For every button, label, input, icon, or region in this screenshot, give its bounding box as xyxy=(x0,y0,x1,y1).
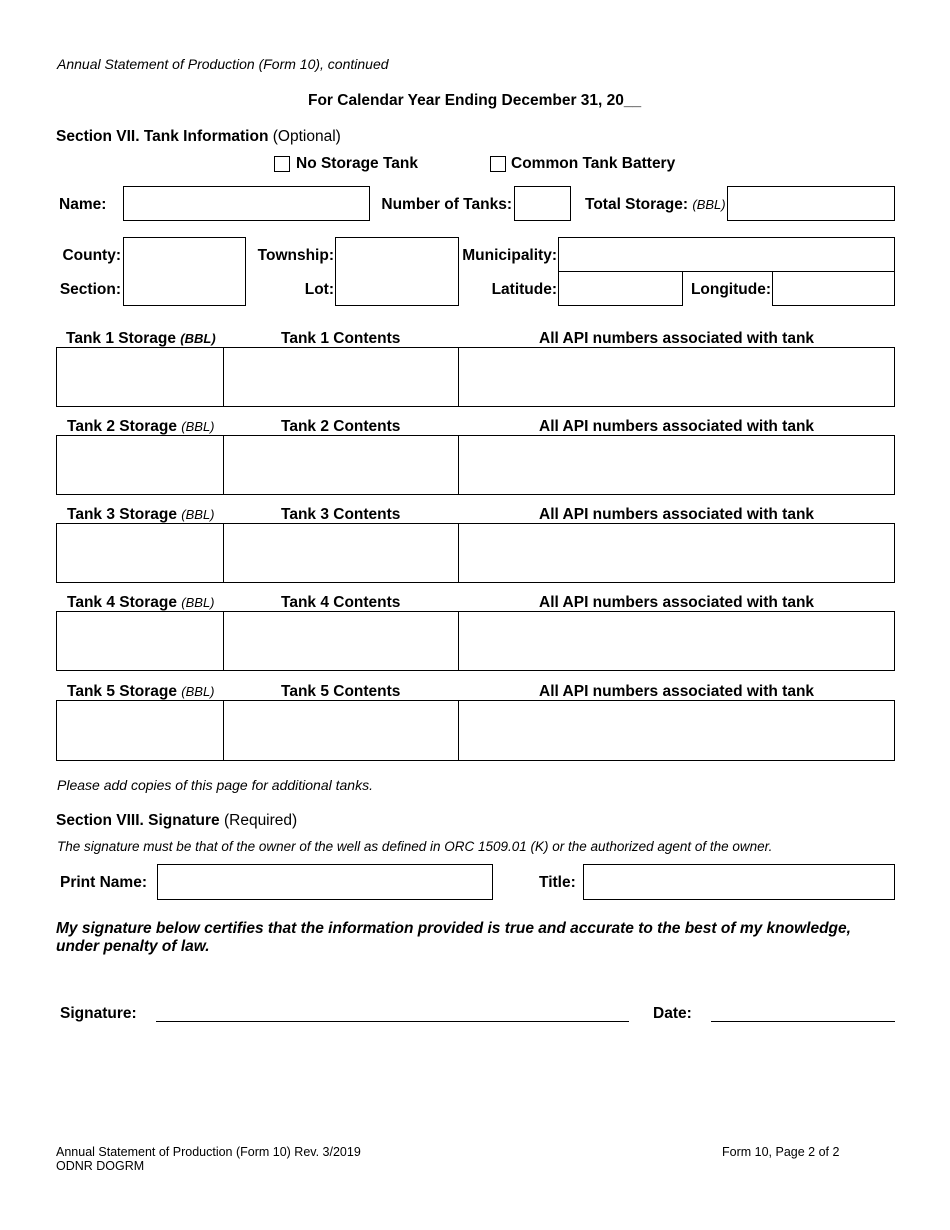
total-storage-unit: (BBL) xyxy=(692,197,726,212)
tank-4-contents-header: Tank 4 Contents xyxy=(281,594,401,611)
township-label: Township: xyxy=(257,247,334,264)
footer-agency: ODNR DOGRM xyxy=(56,1159,145,1173)
tank-3-api-header: All API numbers associated with tank xyxy=(539,506,815,523)
tank-2-unit: (BBL) xyxy=(181,419,215,434)
tank-1-api-header: All API numbers associated with tank xyxy=(539,330,815,347)
continued-header: Annual Statement of Production (Form 10), continued xyxy=(57,56,389,72)
section-label: Section: xyxy=(59,281,121,298)
lot-label: Lot: xyxy=(304,281,334,298)
section-8-note: (Required) xyxy=(223,812,298,829)
tank-3-storage-header xyxy=(67,506,215,524)
print-name-label: Print Name: xyxy=(60,874,147,891)
tank-5-api-field[interactable] xyxy=(458,700,895,761)
tank-3-api-field[interactable] xyxy=(458,523,895,583)
section-7-note: (Optional) xyxy=(272,128,341,145)
tank-2-storage-header xyxy=(67,418,215,436)
tank-1-unit: (BBL) xyxy=(180,331,216,346)
section-field[interactable] xyxy=(123,271,246,306)
name-label: Name: xyxy=(59,196,107,213)
tank-1-api-field[interactable] xyxy=(458,347,895,407)
num-tanks-label: Number of Tanks: xyxy=(381,196,512,213)
calendar-year-field[interactable]: __ xyxy=(623,92,642,109)
tank-4-contents-field[interactable] xyxy=(223,611,459,671)
common-tank-battery-checkbox[interactable] xyxy=(490,156,506,172)
signature-instruction: The signature must be that of the owner of the well as defined in ORC 1509.01 (K) or the authorized agent of the owner. xyxy=(57,839,773,854)
tank-3-contents-field[interactable] xyxy=(223,523,459,583)
section-8-title xyxy=(56,812,297,830)
tank-3-unit: (BBL) xyxy=(181,507,215,522)
tank-4-api-header: All API numbers associated with tank xyxy=(539,594,815,611)
date-line[interactable] xyxy=(711,1021,895,1022)
tank-1-contents-header: Tank 1 Contents xyxy=(281,330,401,347)
tank-1-storage-header xyxy=(66,330,216,348)
county-label: County: xyxy=(62,247,121,264)
tank-5-contents-header: Tank 5 Contents xyxy=(281,683,401,700)
lot-field[interactable] xyxy=(335,271,459,306)
tank-4-unit: (BBL) xyxy=(181,595,215,610)
signature-label: Signature: xyxy=(60,1005,137,1022)
total-storage-field[interactable] xyxy=(727,186,895,221)
municipality-field[interactable] xyxy=(558,237,895,272)
tank-5-storage-field[interactable] xyxy=(56,700,224,761)
tank-1-storage-field[interactable] xyxy=(56,347,224,407)
tank-2-storage-label: Tank 2 Storage xyxy=(67,418,177,435)
tank-1-storage-label: Tank 1 Storage xyxy=(66,330,176,347)
tank-5-api-header: All API numbers associated with tank xyxy=(539,683,815,700)
tank-2-storage-field[interactable] xyxy=(56,435,224,495)
footer-form-rev: Annual Statement of Production (Form 10) Rev. 3/2019 xyxy=(56,1145,361,1159)
tank-4-storage-header xyxy=(67,594,215,612)
tank-1-contents-field[interactable] xyxy=(223,347,459,407)
tank-5-contents-field[interactable] xyxy=(223,700,459,761)
section-8-label: Section VIII. Signature xyxy=(56,812,220,829)
tank-5-storage-label: Tank 5 Storage xyxy=(67,683,177,700)
tank-5-unit: (BBL) xyxy=(181,684,215,699)
print-name-field[interactable] xyxy=(157,864,493,900)
tank-3-storage-label: Tank 3 Storage xyxy=(67,506,177,523)
tank-2-api-field[interactable] xyxy=(458,435,895,495)
tank-5-storage-header xyxy=(67,683,215,701)
no-storage-tank-label: No Storage Tank xyxy=(296,155,419,172)
tank-4-storage-field[interactable] xyxy=(56,611,224,671)
no-storage-tank-checkbox[interactable] xyxy=(274,156,290,172)
certification-statement: My signature below certifies that the information provided is true and accurate to the best of my knowledge, under penalty of law. xyxy=(56,920,851,955)
additional-tanks-note: Please add copies of this page for additional tanks. xyxy=(57,777,373,793)
tank-2-api-header: All API numbers associated with tank xyxy=(539,418,815,435)
calendar-year-text: For Calendar Year Ending December 31, 20 xyxy=(308,92,624,109)
title-field[interactable] xyxy=(583,864,895,900)
name-field[interactable] xyxy=(123,186,370,221)
latitude-field[interactable] xyxy=(558,271,683,306)
latitude-label: Latitude: xyxy=(491,281,557,298)
tank-4-storage-label: Tank 4 Storage xyxy=(67,594,177,611)
section-7-title xyxy=(56,128,341,146)
num-tanks-field[interactable] xyxy=(514,186,571,221)
calendar-year-heading xyxy=(308,92,641,110)
section-7-label: Section VII. Tank Information xyxy=(56,128,269,145)
common-tank-battery-label: Common Tank Battery xyxy=(511,155,676,172)
tank-3-storage-field[interactable] xyxy=(56,523,224,583)
footer-page-number: Form 10, Page 2 of 2 xyxy=(722,1145,840,1159)
total-storage-label xyxy=(585,196,726,214)
signature-line[interactable] xyxy=(156,1021,629,1022)
tank-3-contents-header: Tank 3 Contents xyxy=(281,506,401,523)
tank-4-api-field[interactable] xyxy=(458,611,895,671)
municipality-label: Municipality: xyxy=(462,247,557,264)
title-label: Title: xyxy=(539,874,576,891)
date-label: Date: xyxy=(653,1005,692,1022)
longitude-label: Longitude: xyxy=(690,281,771,298)
tank-2-contents-header: Tank 2 Contents xyxy=(281,418,401,435)
longitude-field[interactable] xyxy=(772,271,895,306)
tank-2-contents-field[interactable] xyxy=(223,435,459,495)
total-storage-text: Total Storage: xyxy=(585,196,689,213)
